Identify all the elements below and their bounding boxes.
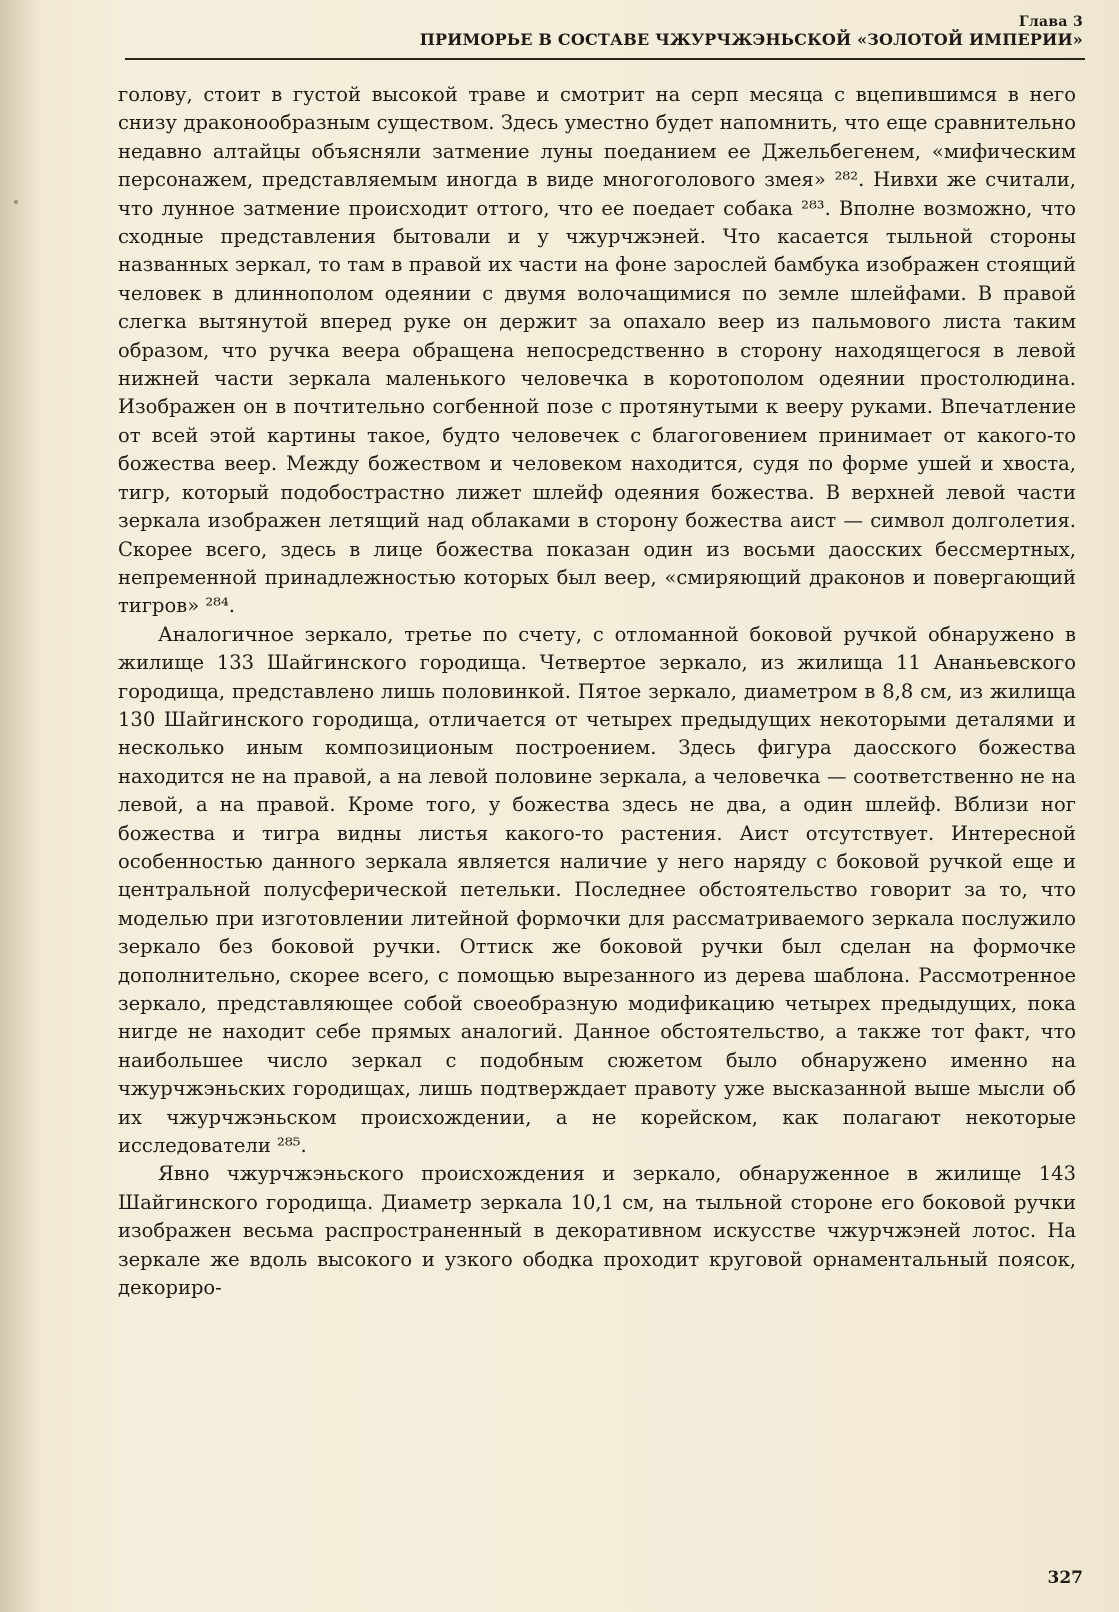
running-header [125,14,1083,58]
paragraph-continuation: голову, стоит в густой высокой траве и смотрит на серп месяца с вцепившимся в него снизу драконообразным существом. Здесь уместно будет напомнить, что еще сравнительно недавно алтайцы объясняли затмение луны поеданием ее Джельбегенем, «мифическим персонажем, представляемым иногда в виде многоголового змея» ²⁸². Нивхи же считали, что лунное затмение происходит оттого, что ее поедает собака ²⁸³. Вполне возможно, что сходные представления бытовали и у чжурчжэней. Что касается тыльной стороны названных зеркал, то там в правой их части на фоне зарослей бамбука изображен стоящий человек в длиннополом одеянии с двумя волочащимися по земле шлейфами. В правой слегка вытянутой вперед руке он держит за опахало веер из пальмового листа таким образом, что ручка веера обращена непосредственно в сторону находящегося в левой нижней части зеркала маленького человечка в коротополом одеянии простолюдина. Изображен он в почтительно согбенной позе с протянутыми к вееру руками. Впечатление от всей этой картины такое, будто человечек с благоговением принимает от какого-то божества веер. Между божеством и человеком находится, судя по форме ушей и хвоста, тигр, который подобострастно лижет шлейф одеяния божества. В верхней левой части зеркала изображен летящий над облаками в сторону божества аист — символ долголетия. Скорее всего, здесь в лице божества показан один из восьми даосских бессмертных, непременной принадлежностью которых был веер, «смиряющий драконов и повергающий тигров» ²⁸⁴. [118,83,1076,618]
page-number: 327 [1047,1568,1083,1588]
scan-gutter-shadow [0,0,40,1612]
chapter-label: Глава 3 [1018,14,1083,30]
paragraph: Явно чжурчжэньского происхождения и зеркало, обнаруженное в жилище 143 Шайгинского городища. Диаметр зеркала 10,1 см, на тыльной стороне его боковой ручки изображен весьма распространенный в декоративном искусстве чжурчжэней лотос. На зеркале же вдоль высокого и узкого ободка проходит круговой орнаментальный поясок, декориро- [118,1162,1076,1300]
header-rule [125,58,1085,60]
paragraph: Аналогичное зеркало, третье по счету, с отломанной боковой ручкой обнаружено в жилище 133 Шайгинского городища. Четвертое зеркало, из жилища 11 Ананьевского городища, представлено лишь половинкой. Пятое зеркало, диаметром в 8,8 см, из жилища 130 Шайгинского городища, отличается от четырех предыдущих некоторыми деталями и несколько иным композиционым построением. Здесь фигура даосского божества находится не на правой, а на левой половине зеркала, а человечка — соответственно не на левой, а на правой. Кроме того, у божества здесь не два, а один шлейф. Вблизи ног божества и тигра видны листья какого-то растения. Аист отсутствует. Интересной особенностью данного зеркала является наличие у него наряду с боковой ручкой еще и центральной полусферической петельки. Последнее обстоятельство говорит за то, что моделью при изготовлении литейной формочки для рассматриваемого зеркала послужило зеркало без боковой ручки. Оттиск же боковой ручки был сделан на формочке дополнительно, скорее всего, с помощью вырезанного из дерева шаблона. Рассмотренное зеркало, представляющее собой своеобразную модификацию четырех предыдущих, пока нигде не находит себе прямых аналогий. Данное обстоятельство, а также тот факт, что наибольшее число зеркал с подобным сюжетом было обнаружено именно на чжурчжэньских городищах, лишь подтверждает правоту уже высказанной выше мысли об их чжурчжэньском происхождении, а не корейском, как полагают некоторые исследователи ²⁸⁵. [118,622,1076,1158]
running-title: ПРИМОРЬЕ В СОСТАВЕ ЧЖУРЧЖЭНЬСКОЙ «ЗОЛОТОЙ ИМПЕРИИ» [419,30,1083,49]
margin-speck [14,200,18,204]
body-text [118,81,1076,1302]
